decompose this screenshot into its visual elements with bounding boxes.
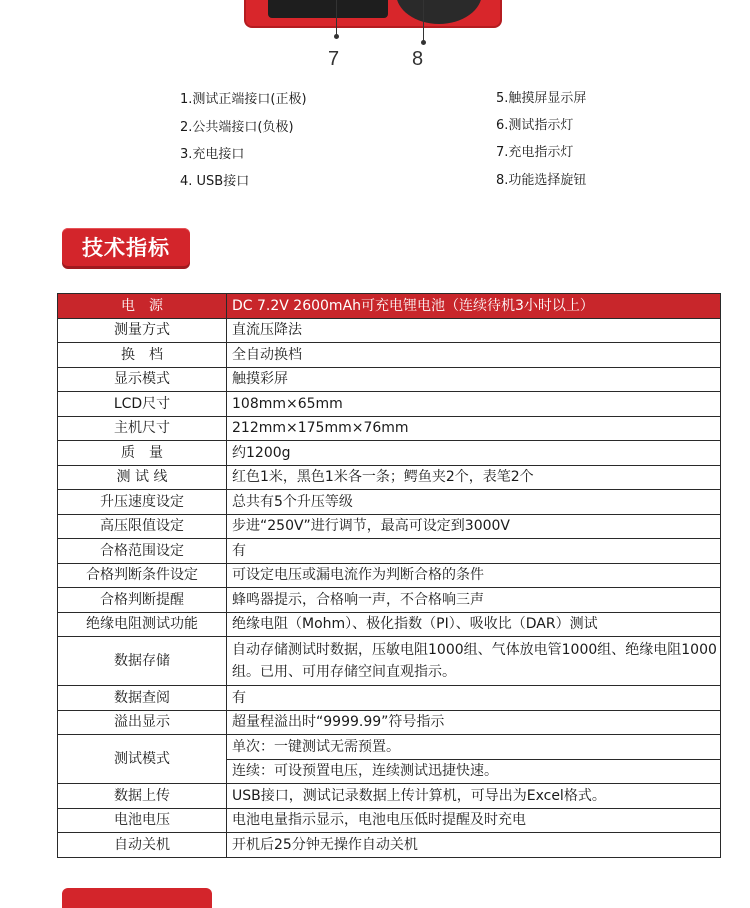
spec-value: DC 7.2V 2600mAh可充电锂电池（连续待机3小时以上） [227, 294, 721, 319]
spec-value: 自动存储测试时数据，压敏电阻1000组、气体放电管1000组、绝缘电阻1000组。已用、可用存储空间直观指示。 [227, 637, 721, 686]
spec-row [58, 367, 721, 392]
spec-label: 换 档 [58, 343, 227, 368]
spec-row [58, 735, 721, 760]
spec-value: 108mm×65mm [227, 392, 721, 417]
spec-row [58, 294, 721, 319]
spec-value: 触摸彩屏 [227, 367, 721, 392]
spec-value: 有 [227, 686, 721, 711]
spec-label: 自动关机 [58, 833, 227, 858]
spec-row [58, 539, 721, 564]
spec-row [58, 588, 721, 613]
spec-label: 溢出显示 [58, 710, 227, 735]
spec-row [58, 637, 721, 686]
device-dial [396, 0, 482, 24]
spec-value: 全自动换档 [227, 343, 721, 368]
spec-label: 主机尺寸 [58, 416, 227, 441]
spec-value: 总共有5个升压等级 [227, 490, 721, 515]
spec-row [58, 392, 721, 417]
spec-row [58, 784, 721, 809]
callout-dot-8 [421, 40, 426, 45]
spec-value: 直流压降法 [227, 318, 721, 343]
next-section-badge [62, 888, 212, 908]
spec-label: 电 源 [58, 294, 227, 319]
spec-value: 单次：一键测试无需预置。 [227, 735, 721, 760]
specs-table [57, 293, 721, 858]
spec-value: 可设定电压或漏电流作为判断合格的条件 [227, 563, 721, 588]
spec-label: 测量方式 [58, 318, 227, 343]
spec-value: 红色1米，黑色1米各一条；鳄鱼夹2个，表笔2个 [227, 465, 721, 490]
spec-value: 有 [227, 539, 721, 564]
spec-value: 开机后25分钟无操作自动关机 [227, 833, 721, 858]
spec-label: 合格判断条件设定 [58, 563, 227, 588]
spec-row [58, 514, 721, 539]
spec-value: 超量程溢出时“9999.99”符号指示 [227, 710, 721, 735]
spec-row [58, 710, 721, 735]
spec-label: 高压限值设定 [58, 514, 227, 539]
spec-label: 显示模式 [58, 367, 227, 392]
legend-item-2: 2.公共端接口(负极) [180, 120, 294, 135]
spec-value: 电池电量指示显示，电池电压低时提醒及时充电 [227, 808, 721, 833]
legend-item-8: 8.功能选择旋钮 [496, 173, 587, 188]
spec-value: 连续：可设预置电压，连续测试迅捷快速。 [227, 759, 721, 784]
spec-row [58, 465, 721, 490]
spec-row [58, 343, 721, 368]
spec-label: 质 量 [58, 441, 227, 466]
spec-value: 步进“250V”进行调节，最高可设定到3000V [227, 514, 721, 539]
spec-value: 212mm×175mm×76mm [227, 416, 721, 441]
spec-label: LCD尺寸 [58, 392, 227, 417]
legend-item-5: 5.触摸屏显示屏 [496, 91, 587, 106]
spec-label: 升压速度设定 [58, 490, 227, 515]
spec-row [58, 416, 721, 441]
spec-label: 电池电压 [58, 808, 227, 833]
device-image [244, 0, 502, 28]
legend-item-4: 4. USB接口 [180, 174, 250, 189]
spec-value: 绝缘电阻（Mohm）、极化指数（PI）、吸收比（DAR）测试 [227, 612, 721, 637]
spec-row [58, 612, 721, 637]
spec-label: 数据存储 [58, 637, 227, 686]
spec-row [58, 808, 721, 833]
spec-row [58, 833, 721, 858]
spec-row [58, 318, 721, 343]
spec-row [58, 490, 721, 515]
spec-value: USB接口，测试记录数据上传计算机，可导出为Excel格式。 [227, 784, 721, 809]
spec-label: 合格判断提醒 [58, 588, 227, 613]
spec-row [58, 441, 721, 466]
callout-line-8 [423, 0, 424, 42]
spec-label: 合格范围设定 [58, 539, 227, 564]
callout-line-7 [336, 0, 337, 36]
spec-label: 数据上传 [58, 784, 227, 809]
spec-label: 数据查阅 [58, 686, 227, 711]
spec-label: 绝缘电阻测试功能 [58, 612, 227, 637]
spec-value: 蜂鸣器提示，合格响一声，不合格响三声 [227, 588, 721, 613]
legend-item-3: 3.充电接口 [180, 147, 245, 162]
spec-row [58, 563, 721, 588]
spec-label: 测 试 线 [58, 465, 227, 490]
legend-item-6: 6.测试指示灯 [496, 118, 574, 133]
device-screen [268, 0, 388, 18]
spec-label: 测试模式 [58, 735, 227, 784]
legend-item-1: 1.测试正端接口(正极) [180, 92, 307, 107]
section-title-badge: 技术指标 [62, 228, 190, 266]
callout-number-8: 8 [412, 48, 424, 70]
callout-number-7: 7 [328, 48, 340, 70]
spec-row [58, 686, 721, 711]
legend-item-7: 7.充电指示灯 [496, 145, 574, 160]
callout-dot-7 [334, 34, 339, 39]
spec-value: 约1200g [227, 441, 721, 466]
